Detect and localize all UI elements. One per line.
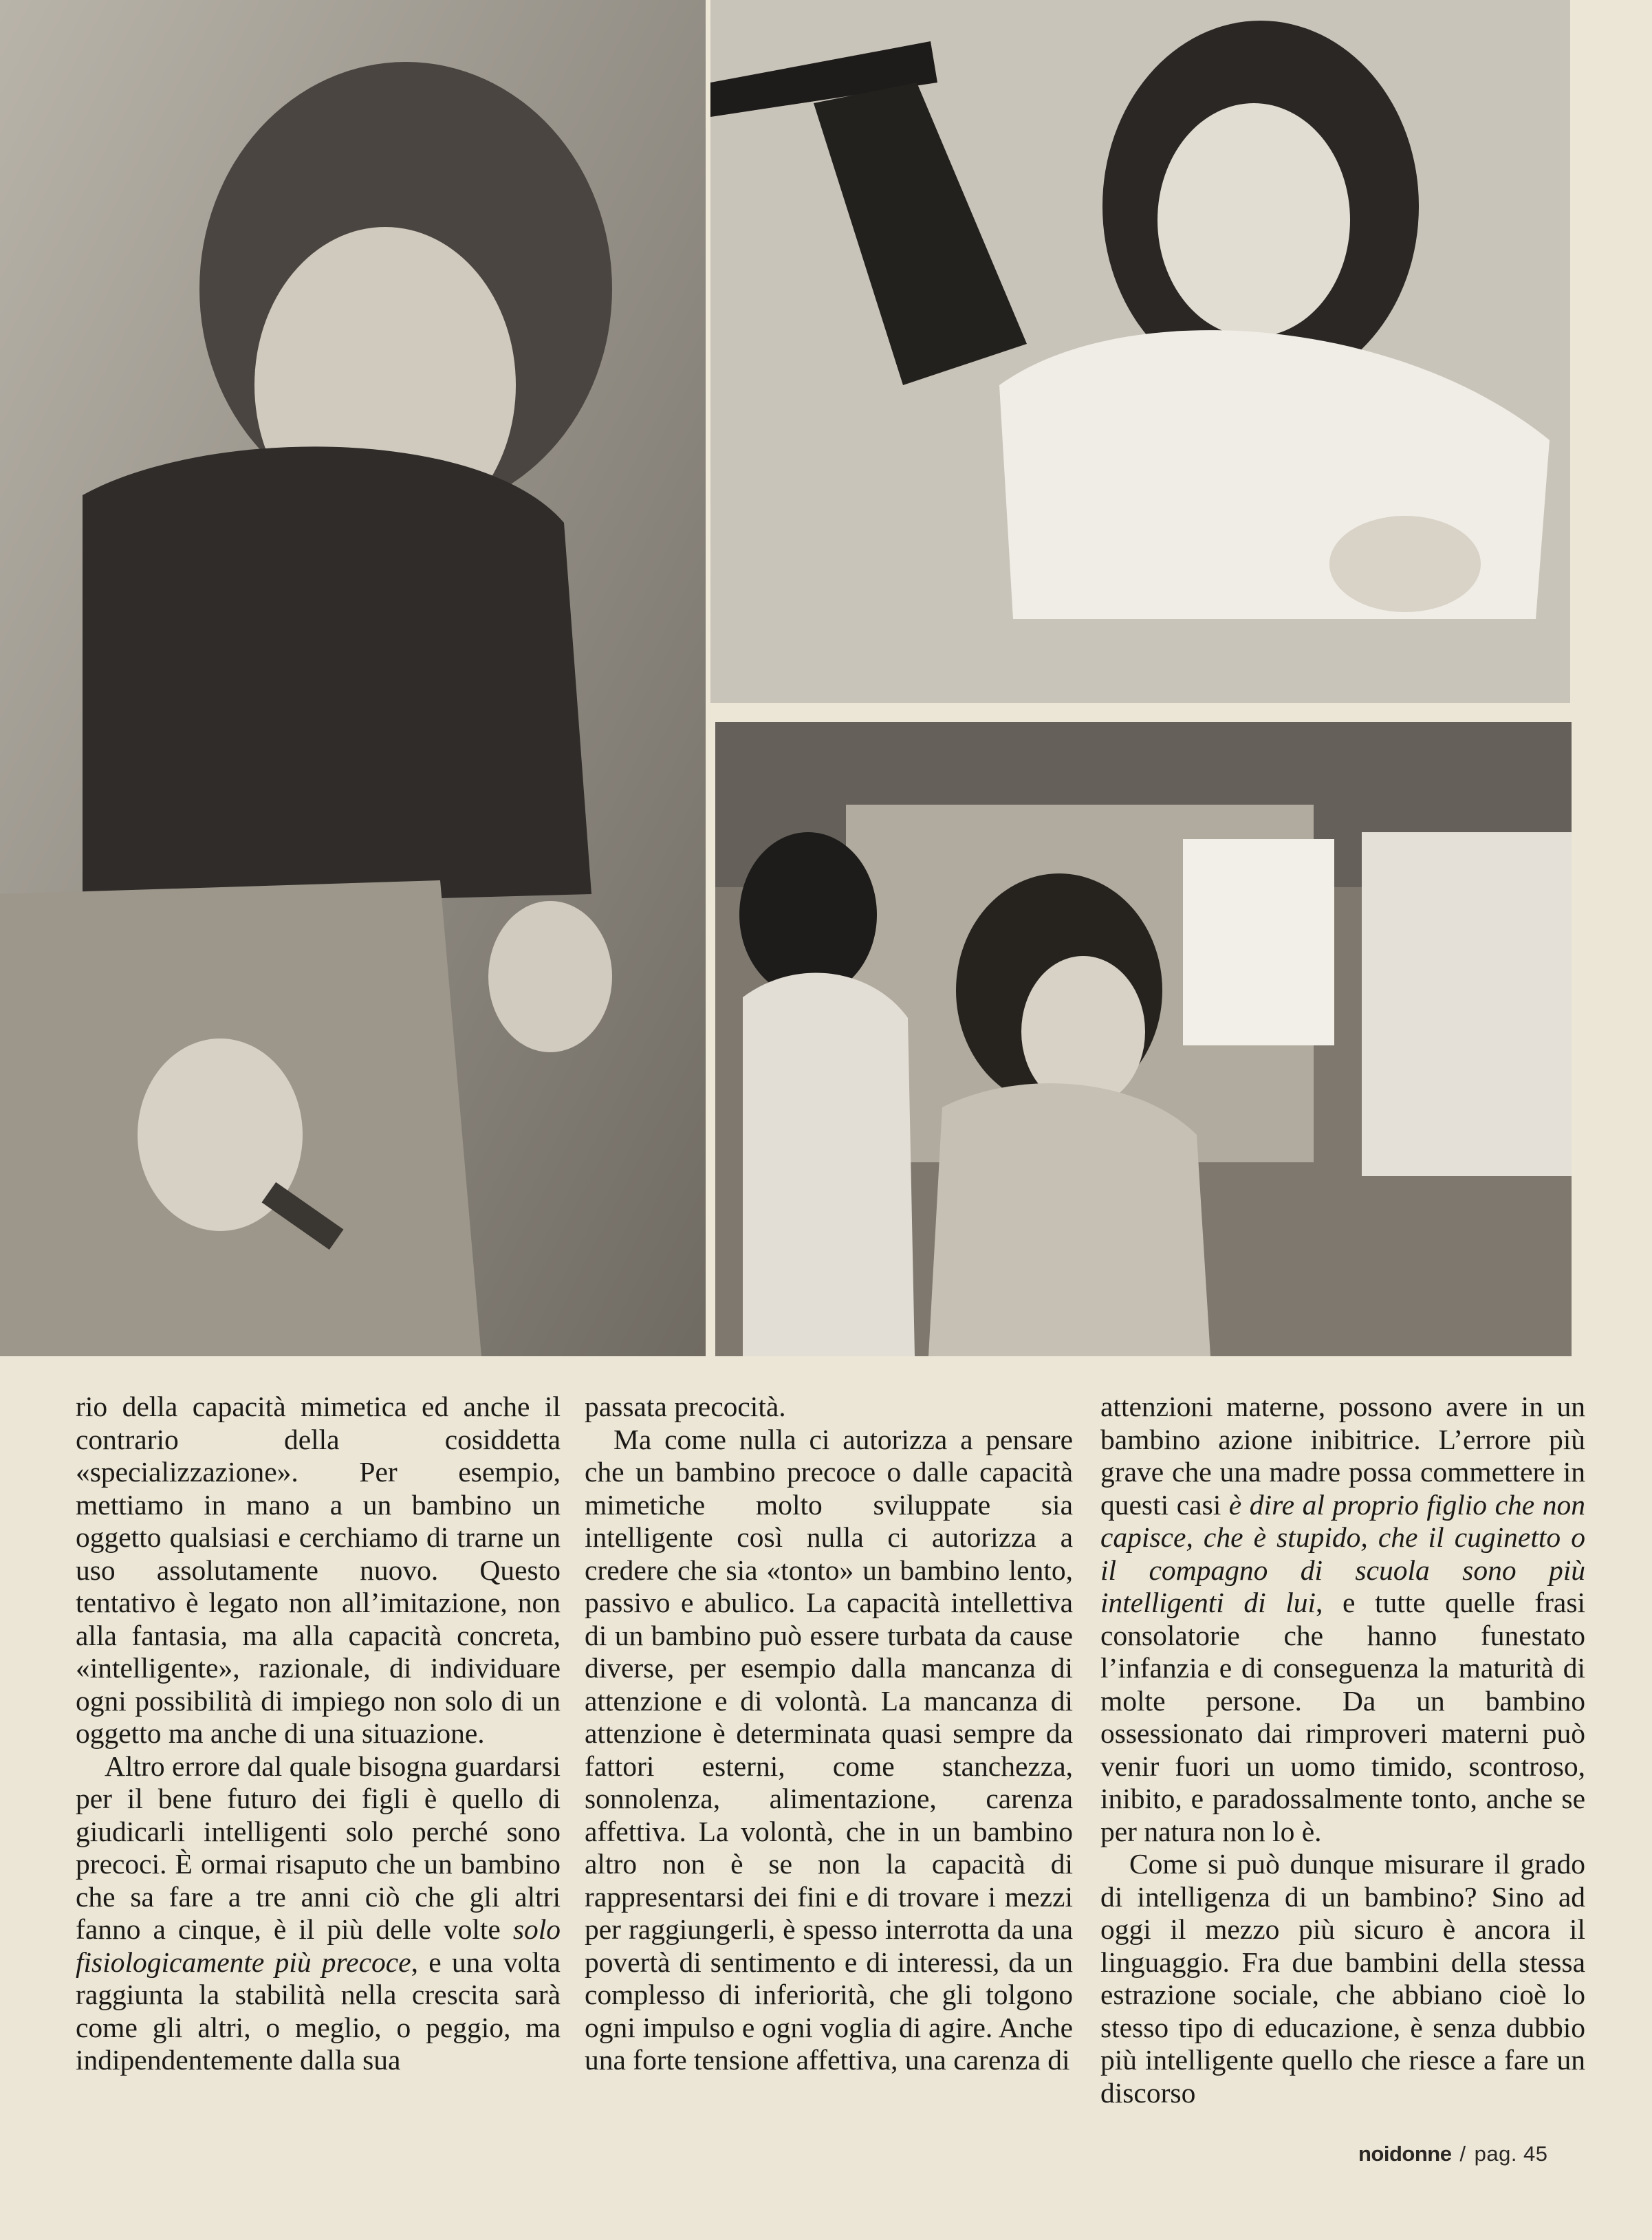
paragraph (76, 1750, 561, 2077)
footer-separator: / (1459, 2142, 1466, 2166)
text-run: Come si può dunque misurare il grado di intelligenza di un bambino? Sino ad oggi il mezzo più sicuro è ancora il linguaggio. Fra due bambini della stessa estrazione sociale, che abbiano cioè lo stesso tipo di educazione, è senza dubbio più intelligente quello che riesce a fare un discorso (1100, 1848, 1585, 2109)
photo-child-painting (0, 0, 706, 1356)
text-run: passata precocità. (585, 1391, 786, 1422)
text-run: attenzioni materne, possono avere in un bambino azione inibitrice. L’errore più grave che una madre possa commettere in questi casi (1100, 1391, 1585, 1521)
article-column-3 (1100, 1391, 1585, 2109)
italic-text: è dire al proprio figlio che non capisce, che è stupido, che il cuginetto o il compagno di scuola sono più intelligenti di lui (1100, 1488, 1585, 1618)
article-column-1 (76, 1391, 561, 2077)
page-footer (1358, 2142, 1548, 2166)
article-column-2 (585, 1391, 1073, 2077)
italic-text: solo fisiologicamente più precoce (76, 1913, 561, 1978)
text-run: , e una volta raggiunta la stabilità nella crescita sarà come gli altri, o meglio, o peggio, ma indipendentemente dalla sua (76, 1946, 561, 2076)
page-number: pag. 45 (1474, 2142, 1548, 2166)
magazine-name: noidonne (1358, 2142, 1452, 2166)
photo-children-wall (715, 722, 1572, 1356)
text-run: Ma come nulla ci autorizza a pensare che un bambino precoce o dalle capacità mimetiche molto sviluppate sia intelligente così nulla ci autorizza a credere che sia «tonto» un bambino lento, passivo e abulico. La capacità intellettiva di un bambino può essere turbata da cause diverse, per esempio dalla mancanza di attenzione e di volontà. La mancanza di attenzione è determinata quasi sempre da fattori esterni, come stanchezza, sonnolenza, alimentazione, carenza affettiva. La volontà, che in un bambino altro non è se non la capacità di rappresentarsi dei fini e di trovare i mezzi per raggiungerli, è spesso interrotta da una povertà di sentimento e di interessi, da un complesso di inferiorità, che gli tolgono ogni impulso e ogni voglia di agire. Anche una forte tensione affettiva, una carenza di (585, 1423, 1073, 2076)
text-run: , e tutte quelle frasi consolatorie che hanno funestato l’infanzia e di conseguenza la maturità di molte persone. Da un bambino ossessionato dai rimproveri materni può venir fuori un uomo timido, scontroso, inibito, e paradossalmente tonto, anche se per natura non lo è. (1100, 1587, 1585, 1847)
paragraph (585, 1424, 1073, 2077)
text-run: rio della capacità mimetica ed anche il contrario della cosiddetta «specializzazione». Per esempio, mettiamo in mano a un bambino un oggetto qualsiasi e cerchiamo di trarne un uso assolutamente nuovo. Questo tentativo è legato non all’imitazione, non alla fantasia, ma alla capacità concreta, «intelligente», razionale, di individuare ogni possibilità di impiego non solo di un oggetto ma anche di una situazione. (76, 1391, 561, 1749)
paragraph (1100, 1848, 1585, 2109)
paragraph (76, 1391, 561, 1750)
text-run: Altro errore dal quale bisogna guardarsi per il bene futuro dei figli è quello di giudicarli intelligenti solo perché sono precoci. È ormai risaputo che un bambino che sa fare a tre anni ciò che gli altri fanno a cinque, è il più delle volte (76, 1750, 561, 1945)
paragraph (1100, 1391, 1585, 1848)
photo-girl-lying (710, 0, 1570, 703)
paragraph (585, 1391, 1073, 1424)
